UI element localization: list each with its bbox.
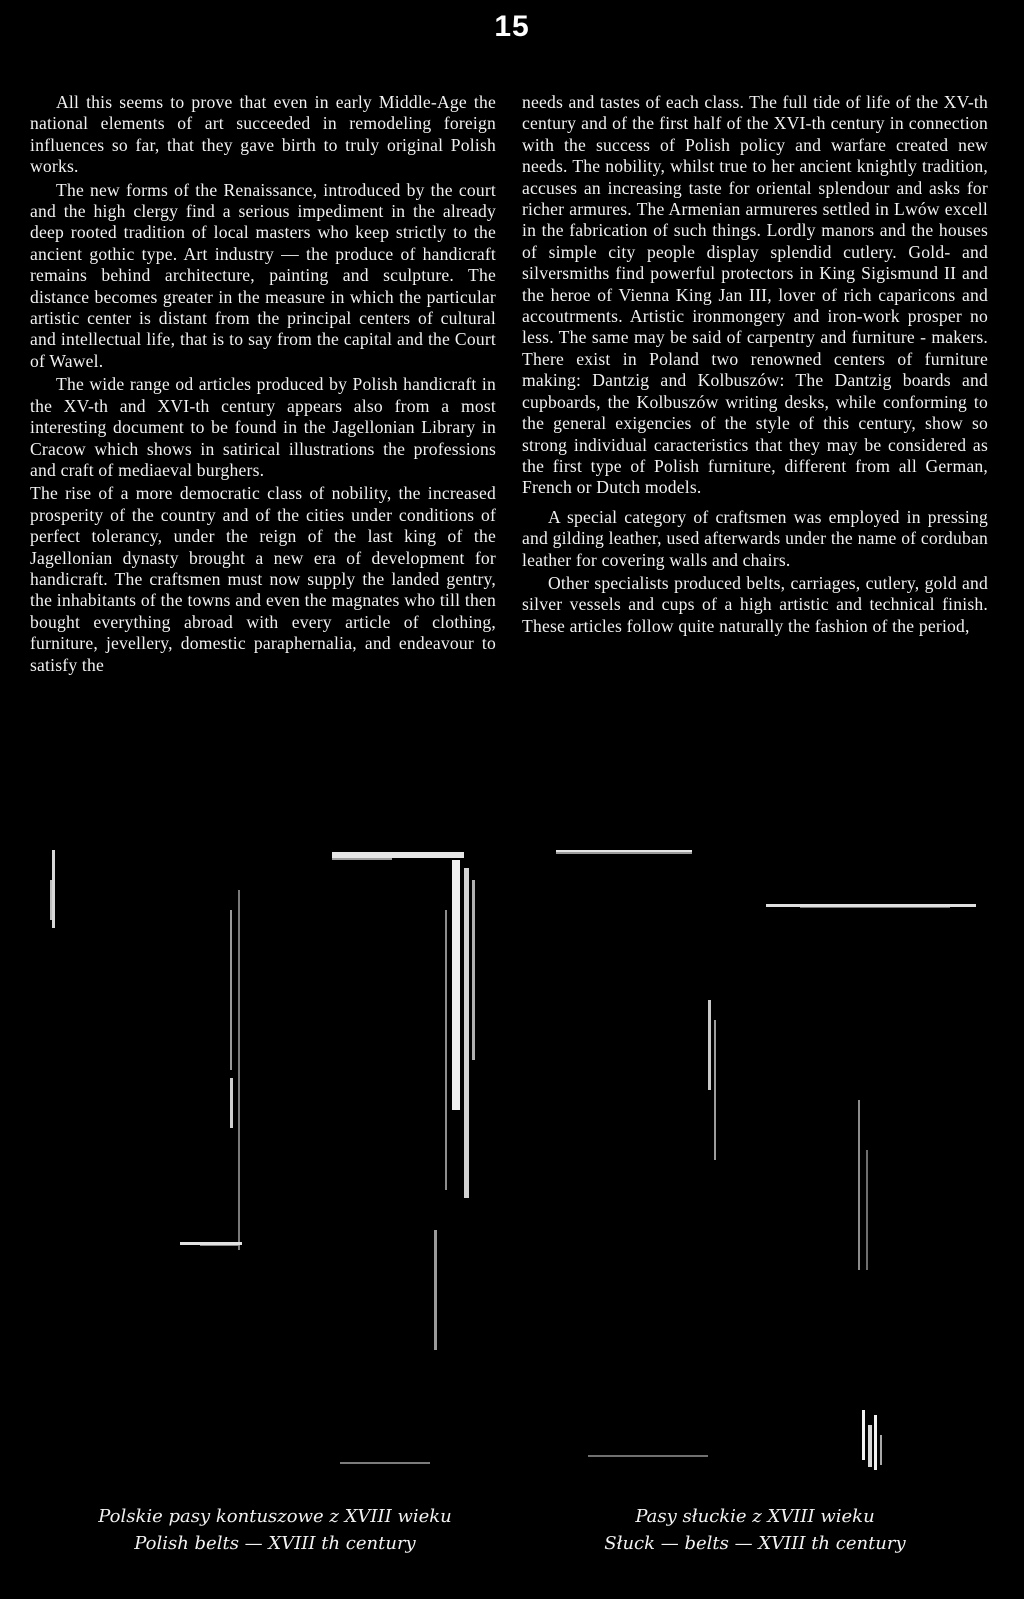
caption-english: Polish belts — XVIII th century <box>134 1533 416 1554</box>
caption-polish: Polskie pasy kontuszowe z XVIII wieku <box>98 1506 452 1527</box>
paragraph: All this seems to prove that even in early Middle-Age the national elements of art succeeded in remodeling foreign influences so far, that they gave birth to truly original Polish works. <box>30 92 496 177</box>
paragraph: The rise of a more democratic class of nobility, the increased prosperity of the country and of the cities under conditions of perfect tolerancy, under the reign of the last king of the Jagellonian dynasty brought a new era of development for handicraft. The craftsmen must now supply the landed gentry, the inhabitants of the towns and even the magnates who till then bought everything abroad with every article of clothing, furniture, jevellery, domestic paraphernalia, and endeavour to satisfy the <box>30 483 496 675</box>
belts-photo-left <box>40 850 500 1475</box>
caption-left <box>30 1503 520 1557</box>
paragraph: A special category of craftsmen was employed in pressing and gilding leather, used afterwards under the name of corduban leather for covering walls and chairs. <box>522 506 988 570</box>
text-column-right <box>522 92 988 637</box>
caption-right <box>510 1503 1000 1557</box>
paragraph: The new forms of the Renaissance, introduced by the court and the high clergy find a serious impediment in the already deep rooted tradition of local masters who keep strictly to the ancient gothic type. Art industry — the produce of handicraft remains behind architecture, painting and sculpture. The distance becomes greater in the measure in which the particular artistic center is distant from the principal centers of cultural and intellectual life, that is to say from the capital and the Court of Wawel. <box>30 179 496 371</box>
belts-image-left <box>40 850 500 1475</box>
paragraph: The wide range od articles produced by Polish handicraft in the XV-th and XVI-th century appears also from a most interesting document to be found in the Jagellonian Library in Cracow which shows in satirical illustrations the professions and craft of mediaeval burghers. <box>30 374 496 480</box>
text-column-left <box>30 92 496 676</box>
belts-image-right <box>528 850 998 1475</box>
paragraph: Other specialists produced belts, carriages, cutlery, gold and silver vessels and cups of a high artistic and technical finish. These articles follow quite naturally the fashion of the period, <box>522 572 988 636</box>
belts-photo-right <box>528 850 998 1475</box>
caption-english: Słuck — belts — XVIII th century <box>604 1533 906 1554</box>
paragraph: needs and tastes of each class. The full tide of life of the XV-th century and of the first half of the XVI-th century in connection with the success of Polish policy and warfare created new needs. The nobility, whilst true to her ancient knightly tradition, accuses an increasing taste for oriental splendour and asks for richer armures. The Armenian armureres settled in Lwów excell in the fabrication of such things. Lordly manors and the houses of simple city people display splendid cutlery. Gold- and silversmiths find powerful protectors in King Sigismund II and the heroe of Vienna King Jan III, lover of rich caparicons and accoutrments. Artistic ironmongery and iron-work prosper no less. The same may be said of carpentry and furniture - makers. There exist in Poland two renowned centers of furniture making: Dantzig and Kolbuszów: The Dantzig boards and cupboards, the Kolbuszów writing desks, while conforming to the general exigencies of the style of this century, show so strong individual caracteristics that they may be considered as the first type of Polish furniture, different from all German, French or Dutch models. <box>522 92 988 498</box>
page-number: 15 <box>494 10 530 43</box>
caption-polish: Pasy słuckie z XVIII wieku <box>635 1506 875 1527</box>
